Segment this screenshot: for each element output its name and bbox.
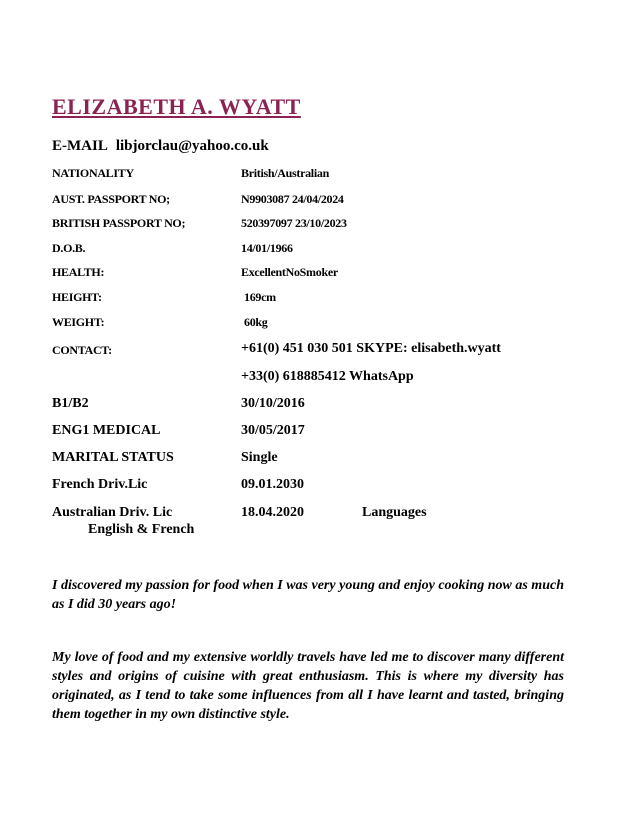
detail-value: 18.04.2020 — [241, 505, 304, 520]
detail-value: Single — [241, 450, 278, 465]
detail-value: 14/01/1966 — [241, 241, 293, 255]
detail-value: +61(0) 451 030 501 SKYPE: elisabeth.wyatt — [241, 341, 501, 356]
detail-value: ExcellentNoSmoker — [241, 265, 338, 279]
detail-value: 30/05/2017 — [241, 423, 305, 438]
story-paragraph: My love of food and my extensive worldly travels have led me to discover many different styles and origins of cuisine with great enthusiasm. This is where my diversity has originated, as I tend to take some influences from all I have learnt and tasted, bringing them together in my own distinctive style. — [52, 650, 564, 722]
detail-label: NATIONALITY — [52, 166, 134, 180]
email-value: libjorclau@yahoo.co.uk — [115, 138, 269, 154]
detail-label: BRITISH PASSPORT NO; — [52, 216, 186, 230]
detail-label: AUST. PASSPORT NO; — [52, 192, 170, 206]
detail-value: 520397097 23/10/2023 — [241, 216, 347, 230]
detail-value: 60kg — [244, 315, 268, 329]
detail-label: French Driv.Lic — [52, 477, 148, 492]
detail-value: 09.01.2030 — [241, 477, 304, 492]
detail-value: 30/10/2016 — [241, 396, 305, 411]
detail-label: ENG1 MEDICAL — [52, 423, 161, 438]
detail-value: 169cm — [244, 290, 276, 304]
detail-value: British/Australian — [241, 166, 329, 180]
languages-label: Languages — [362, 505, 427, 520]
detail-value: N9903087 24/04/2024 — [241, 192, 344, 206]
candidate-name: ELIZABETH A. WYATT — [52, 94, 301, 119]
detail-label: HEIGHT: — [52, 290, 102, 304]
languages-value: English & French — [88, 522, 195, 537]
detail-label: Australian Driv. Lic — [52, 505, 173, 520]
detail-label: B1/B2 — [52, 396, 89, 411]
detail-value: +33(0) 618885412 WhatsApp — [241, 369, 414, 384]
detail-label: CONTACT: — [52, 343, 112, 357]
detail-label: WEIGHT: — [52, 315, 105, 329]
detail-label: D.O.B. — [52, 241, 86, 255]
email-row — [52, 138, 269, 155]
detail-label: HEALTH: — [52, 265, 105, 279]
intro-paragraph: I discovered my passion for food when I was very young and enjoy cooking now as much as I did 30 years ago! — [52, 578, 564, 612]
email-label: E-MAIL — [52, 138, 108, 154]
detail-label: MARITAL STATUS — [52, 450, 174, 465]
